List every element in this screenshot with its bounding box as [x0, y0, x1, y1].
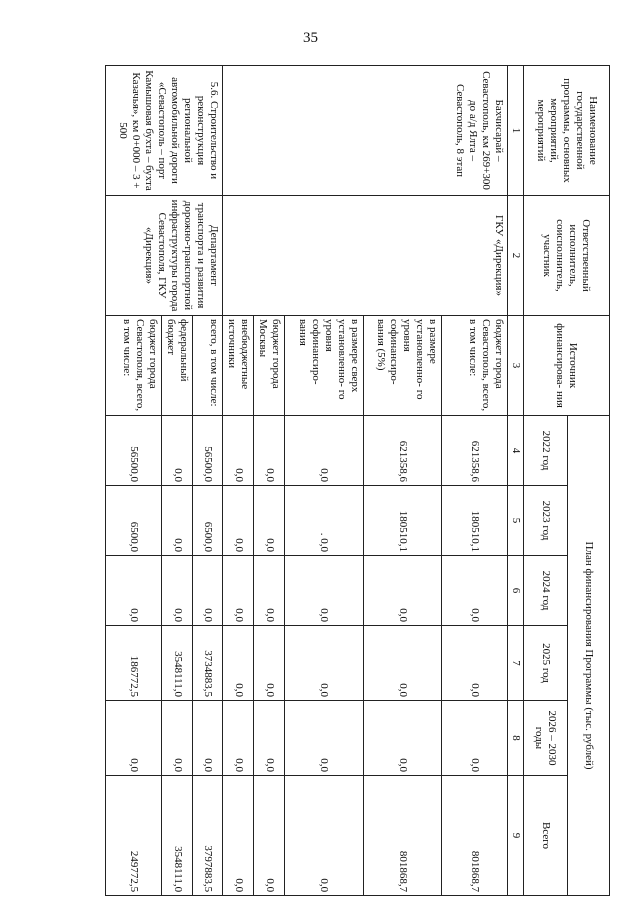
- measure-name: 5.6. Строительство и реконструкция региональной автомобильной дороги «Севастополь – порт Камышовая бухта – бухта Казачья», км 0+000 – 3 + 500: [106, 66, 223, 196]
- value-cell: 801868,7: [363, 776, 441, 896]
- value-cell: 0,0: [363, 626, 441, 701]
- column-number: 7: [507, 626, 523, 701]
- header-name: Наименование государственной программы, основных мероприятий, мероприятий: [523, 66, 609, 196]
- value-cell: 0,0: [254, 416, 285, 486]
- value-cell: 0,0: [254, 776, 285, 896]
- column-number: 4: [507, 416, 523, 486]
- value-cell: 3797883,5: [193, 776, 223, 896]
- value-cell: 0,0: [223, 701, 254, 776]
- value-cell: 3734883,5: [193, 626, 223, 701]
- value-cell: 0,0: [162, 486, 193, 556]
- value-cell: 0,0: [223, 416, 254, 486]
- responsible-party: Департамент транспорта и развития дорожно-транспортной инфраструктуры города Севастополя, ГКУ «Дирекция»: [106, 196, 223, 316]
- value-cell: 0,0: [162, 701, 193, 776]
- value-cell: 0,0: [162, 556, 193, 626]
- header-plan: План финансирования Программы (тыс. рублей): [567, 416, 609, 896]
- value-cell: 3548111,0: [162, 626, 193, 701]
- value-cell: 0,0: [441, 626, 507, 701]
- column-number: 6: [507, 556, 523, 626]
- header-responsible: Ответственный исполнитель, соисполнитель, участник: [523, 196, 609, 316]
- value-cell: 0,0: [106, 701, 162, 776]
- value-cell: . 0,0: [285, 486, 363, 556]
- value-cell: 249772,5: [106, 776, 162, 896]
- value-cell: 0,0: [363, 556, 441, 626]
- header-year: 2024 год: [523, 556, 567, 626]
- value-cell: 0,0: [193, 701, 223, 776]
- value-cell: 186772,5: [106, 626, 162, 701]
- value-cell: 0,0: [254, 556, 285, 626]
- funding-source: бюджет города Севастополя, всего, в том числе:: [106, 316, 162, 416]
- value-cell: 0,0: [441, 701, 507, 776]
- value-cell: 621358,6: [441, 416, 507, 486]
- value-cell: 801868,7: [441, 776, 507, 896]
- value-cell: 0,0: [223, 626, 254, 701]
- value-cell: 180510,1: [441, 486, 507, 556]
- value-cell: 0,0: [363, 701, 441, 776]
- value-cell: 0,0: [285, 416, 363, 486]
- value-cell: 0,0: [106, 556, 162, 626]
- column-number: 5: [507, 486, 523, 556]
- column-number: 2: [507, 196, 523, 316]
- value-cell: 621358,6: [363, 416, 441, 486]
- header-source: Источник финансирова- ния: [523, 316, 609, 416]
- header-total: Всего: [523, 776, 567, 896]
- value-cell: 3548111,0: [162, 776, 193, 896]
- header-year: 2022 год: [523, 416, 567, 486]
- value-cell: 6500,0: [106, 486, 162, 556]
- column-number: 8: [507, 701, 523, 776]
- value-cell: 0,0: [285, 701, 363, 776]
- value-cell: 0,0: [223, 776, 254, 896]
- responsible-party: ГКУ «Дирекция»: [223, 196, 508, 316]
- value-cell: 0,0: [285, 776, 363, 896]
- value-cell: 0,0: [254, 626, 285, 701]
- value-cell: 0,0: [441, 556, 507, 626]
- funding-source: федеральный бюджет: [162, 316, 193, 416]
- header-year: 2026 – 2030 годы: [523, 701, 567, 776]
- funding-source: в размере установленно- го уровня софинансиро- вания (5%): [363, 316, 441, 416]
- value-cell: 0,0: [223, 556, 254, 626]
- financing-table: [105, 65, 610, 896]
- table-row: [193, 66, 223, 896]
- value-cell: 0,0: [285, 626, 363, 701]
- funding-source: бюджет города Севастополь, всего, в том числе:: [441, 316, 507, 416]
- value-cell: 56500,0: [193, 416, 223, 486]
- funding-source: внебюджетные источники: [223, 316, 254, 416]
- value-cell: 0,0: [254, 701, 285, 776]
- value-cell: 0,0: [193, 556, 223, 626]
- value-cell: 0,0: [285, 556, 363, 626]
- rotated-table-wrapper: [105, 65, 610, 895]
- value-cell: 6500,0: [193, 486, 223, 556]
- funding-source: в размере сверх установленно- го уровня софинансиро- вания: [285, 316, 363, 416]
- funding-source: бюджет города Москвы: [254, 316, 285, 416]
- measure-name: Бахчисарай – Севастополь, км 269+300 до а/д Ялта – Севастополь, 8 этап: [223, 66, 508, 196]
- column-number: 1: [507, 66, 523, 196]
- table-row: [441, 66, 507, 896]
- column-number: 9: [507, 776, 523, 896]
- value-cell: 0,0: [162, 416, 193, 486]
- page-number: 35: [303, 30, 318, 46]
- value-cell: 180510,1: [363, 486, 441, 556]
- funding-source: всего, в том числе:: [193, 316, 223, 416]
- value-cell: 0,0: [254, 486, 285, 556]
- header-year: 2023 год: [523, 486, 567, 556]
- column-number: 3: [507, 316, 523, 416]
- header-year: 2025 год: [523, 626, 567, 701]
- value-cell: 56500,0: [106, 416, 162, 486]
- value-cell: 0,0: [223, 486, 254, 556]
